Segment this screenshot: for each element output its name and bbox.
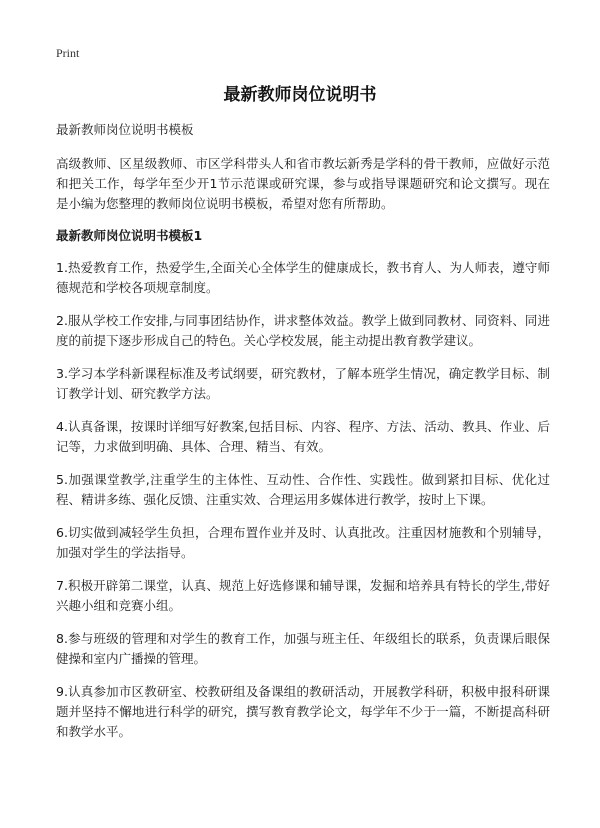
list-item: 9.认真参加市区教研室、校教研组及备课组的教研活动，开展教学科研，积极申报科研课题并坚持不懈地进行科学的研究，撰写教育教学论文，每学年不少于一篇，不断提高科研和教学水平。 [56,684,550,739]
list-item: 5.加强课堂教学,注重学生的主体性、互动性、合作性、实践性。做到紧扣目标、优化过程、精讲多练、强化反馈、注重实效、合理运用多媒体进行教学，按时上下课。 [56,472,550,507]
list-item: 6.切实做到减轻学生负担，合理布置作业并及时、认真批改。注重因材施教和个别辅导，加强对学生的学法指导。 [56,525,550,560]
list-item: 2.服从学校工作安排,与同事团结协作，讲求整体效益。教学上做到同教材、同资料、同进度的前提下逐步形成自己的特色。关心学校发展，能主动提出教育教学建议。 [56,313,550,348]
document-body [56,120,550,755]
intro-paragraph: 高级教师、区星级教师、市区学科带头人和省市教坛新秀是学科的骨干教师，应做好示范和把关工作，每学年至少开1节示范课或研究课，参与或指导课题研究和论文撰写。现在是小编为您整理的教师岗位说明书模板，希望对您有所帮助。 [56,156,550,211]
list-item: 4.认真备课，按课时详细写好教案,包括目标、内容、程序、方法、活动、教具、作业、后记等，力求做到明确、具体、合理、精当、有效。 [56,419,550,454]
list-item: 7.积极开辟第二课堂，认真、规范上好选修课和辅导课，发掘和培养具有特长的学生,带好兴趣小组和竞赛小组。 [56,578,550,613]
list-item: 3.学习本学科新课程标准及考试纲要，研究教材，了解本班学生情况，确定教学目标、制订教学计划、研究教学方法。 [56,366,550,401]
page-title: 最新教师岗位说明书 [223,85,377,105]
print-label: Print [56,46,80,60]
list-item: 1.热爱教育工作，热爱学生,全面关心全体学生的健康成长，教书育人、为人师表，遵守师德规范和学校各项规章制度。 [56,260,550,295]
section-heading: 最新教师岗位说明书模板1 [56,228,203,243]
document-subtitle: 最新教师岗位说明书模板 [56,122,194,137]
list-item: 8.参与班级的管理和对学生的教育工作，加强与班主任、年级组长的联系，负责课后眼保健操和室内广播操的管理。 [56,631,550,666]
